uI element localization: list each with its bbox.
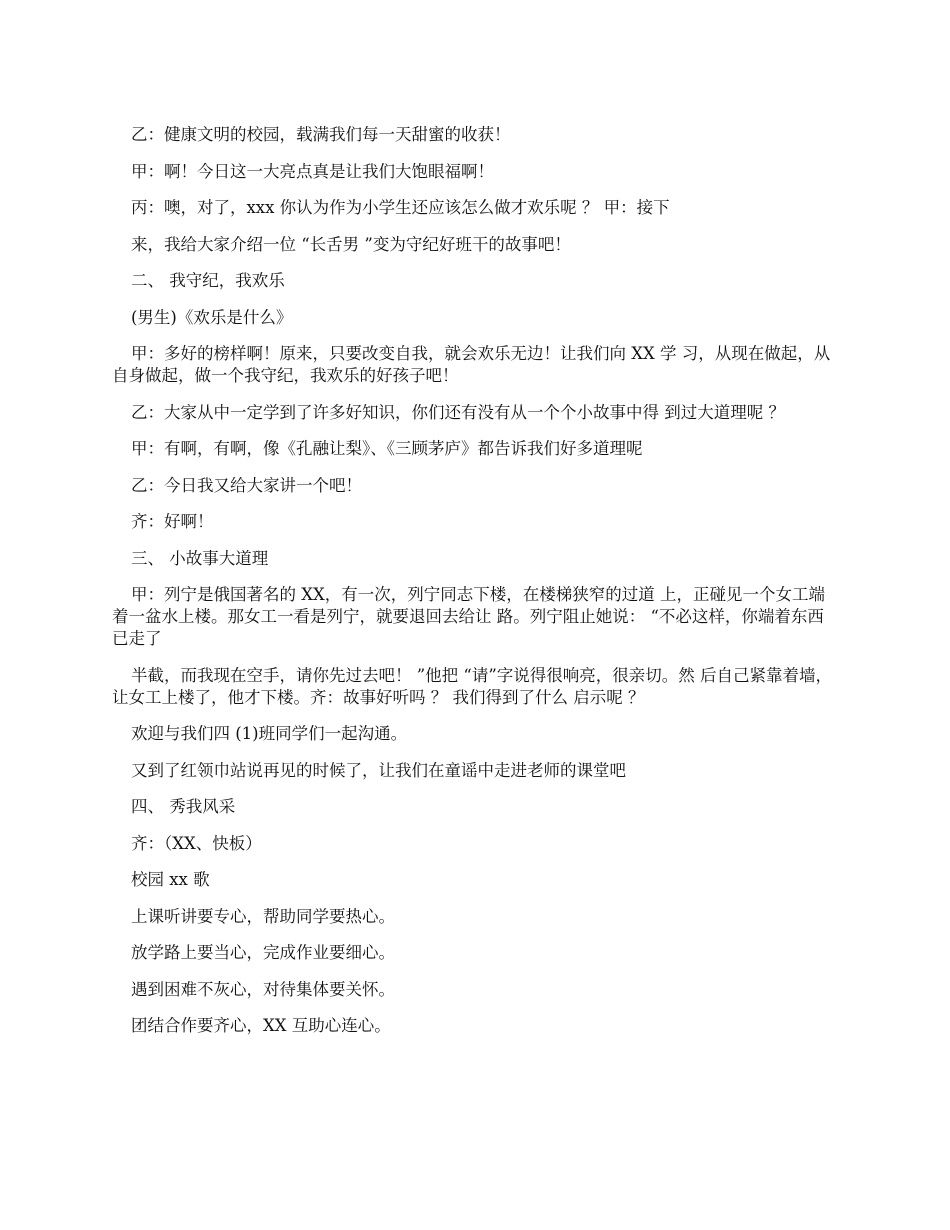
paragraph-4: 来，我给大家介绍一位 “长舌男 ”变为守纪好班干的故事吧！	[131, 234, 571, 254]
paragraph-6: (男生)《欢乐是什么》	[131, 307, 293, 327]
paragraph-1: 乙：健康文明的校园，载满我们每一天甜蜜的收获！	[131, 125, 511, 144]
paragraph-18: 齐：（XX、快板）	[131, 833, 262, 853]
song-line-4: 团结合作要齐心，XX 互助心连心。	[131, 1016, 391, 1035]
paragraph-15: 欢迎与我们四 (1)班同学们一起沟通。	[131, 724, 408, 743]
song-line-2: 放学路上要当心，完成作业要细心。	[131, 943, 395, 962]
section-heading-2: 二、 我守纪，我欢乐	[131, 271, 285, 290]
paragraph-14: 半截，而我现在空手，请你先过去吧！ ”他把 “请”字说得很响亮，很亲切。然 后自己紧靠着墙，让女工上楼了，他才下楼。齐：故事好听吗 ？ 我们得到了什么 启示呢 ？	[112, 665, 833, 707]
song-line-1: 上课听讲要专心，帮助同学要热心。	[131, 906, 395, 926]
paragraph-2: 甲：啊！今日这一大亮点真是让我们大饱眼福啊！	[131, 161, 494, 181]
document-body	[112, 124, 837, 1052]
section-heading-3: 三、 小故事大道理	[131, 548, 269, 568]
paragraph-8: 乙：大家从中一定学到了许多好知识，你们还有没有从一个个小故事中得 到过大道理呢 ？	[131, 402, 785, 422]
paragraph-7: 甲：多好的榜样啊！原来，只要改变自我，就会欢乐无边！让我们向 XX 学 习，从现在做起，从自身做起，做一个我守纪，我欢乐的好孩子吧！	[112, 344, 831, 385]
paragraph-13: 甲：列宁是俄国著名的 XX，有一次，列宁同志下楼，在楼梯狭窄的过道 上，正碰见一个女工端着一盆水上楼。那女工一看是列宁，就要退回去给让 路。列宁阻止她说： “不必这样，你端着东西已走了	[112, 585, 825, 648]
paragraph-10: 乙：今日我又给大家讲一个吧！	[131, 475, 362, 495]
section-heading-4: 四、 秀我风采	[131, 797, 236, 816]
paragraph-3: 丙：噢，对了，xxx 你认为作为小学生还应该怎么做才欢乐呢 ？ 甲：接下	[131, 198, 670, 217]
paragraph-11: 齐：好啊！	[131, 512, 214, 531]
paragraph-9: 甲：有啊，有啊，像《孔融让梨》、《三顾茅庐》都告诉我们好多道理呢	[131, 439, 643, 458]
paragraph-16: 又到了红领巾站说再见的时候了，让我们在童谣中走进老师的课堂吧	[131, 760, 626, 780]
song-line-3: 遇到困难不灰心，对待集体要关怀。	[131, 979, 395, 999]
song-title: 校园 xx 歌	[131, 870, 210, 889]
